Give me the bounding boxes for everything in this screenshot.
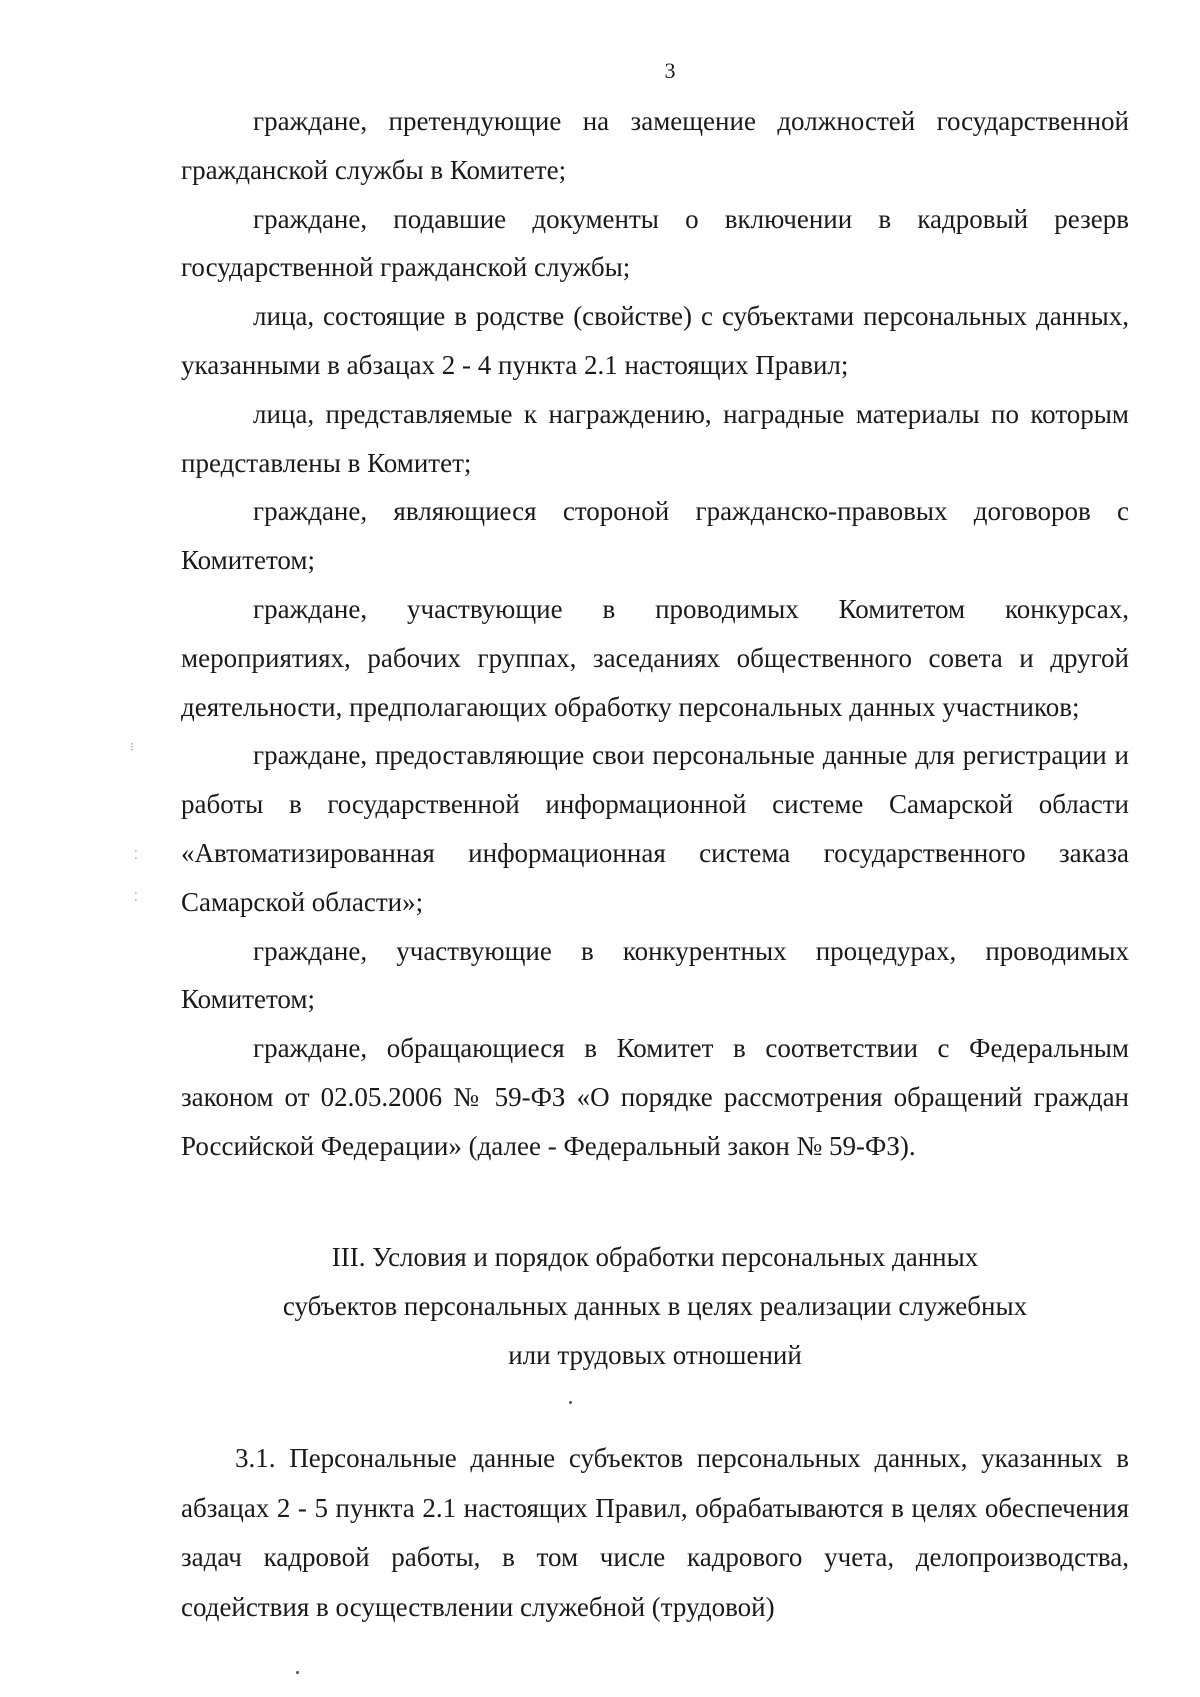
list-item: лица, представляемые к награждению, наградные материалы по которым представлены в Комитет; xyxy=(181,398,1129,478)
list-item: лица, состоящие в родстве (свойстве) с субъектами персональных данных, указанными в абзацах 2 - 4 пункта 2.1 настоящих Правил; xyxy=(181,301,1129,380)
list-of-subjects xyxy=(181,97,1129,1171)
page-number: 3 xyxy=(664,58,676,83)
margin-artifact: ⁝ xyxy=(130,740,134,754)
section-heading-line: или трудовых отношений xyxy=(508,1339,802,1370)
section-heading-line: III. Условия и порядок обработки персональных данных xyxy=(331,1242,979,1272)
section-paragraph: 3.1. Персональные данные субъектов персональных данных, указанных в абзацах 2 - 5 пункта 2.1 настоящих Правил, обрабатываются в целях обеспечения задач кадровой работы, в том числе кадрового учета, делопроизводства, содействия в осуществлении служебной (трудовой) xyxy=(181,1443,1129,1622)
list-item: граждане, предоставляющие свои персональные данные для регистрации и работы в государственной информационной системе Самарской области «Автоматизированная информационная система государственного заказа Самарской области»; xyxy=(181,740,1129,917)
scan-artifact xyxy=(296,1671,299,1674)
list-item: граждане, участвующие в проводимых Комитетом конкурсах, мероприятиях, рабочих группах, заседаниях общественного совета и другой деятельности, предполагающих обработку персональных данных участников; xyxy=(181,593,1129,722)
margin-artifact: ⁚ xyxy=(134,848,138,862)
list-item: граждане, претендующие на замещение должностей государственной гражданской службы в Комитете; xyxy=(181,106,1129,185)
section-heading xyxy=(181,1233,1129,1379)
section-heading-line: субъектов персональных данных в целях реализации служебных xyxy=(282,1290,1028,1321)
list-item: граждане, являющиеся стороной гражданско-правовых договоров с Комитетом; xyxy=(181,496,1129,576)
list-item: граждане, участвующие в конкурентных процедурах, проводимых Комитетом; xyxy=(181,935,1129,1015)
section-body xyxy=(181,1434,1129,1632)
list-item: граждане, подавшие документы о включении в кадровый резерв государственной гражданской службы; xyxy=(181,203,1129,283)
list-item: граждане, обращающиеся в Комитет в соответствии с Федеральным законом от 02.05.2006 № 59-ФЗ «О порядке рассмотрения обращений граждан Российской Федерации» (далее - Федеральный закон № 59-ФЗ). xyxy=(181,1033,1129,1161)
margin-artifact: ⁚ xyxy=(134,890,138,904)
scan-artifact xyxy=(569,1401,572,1404)
